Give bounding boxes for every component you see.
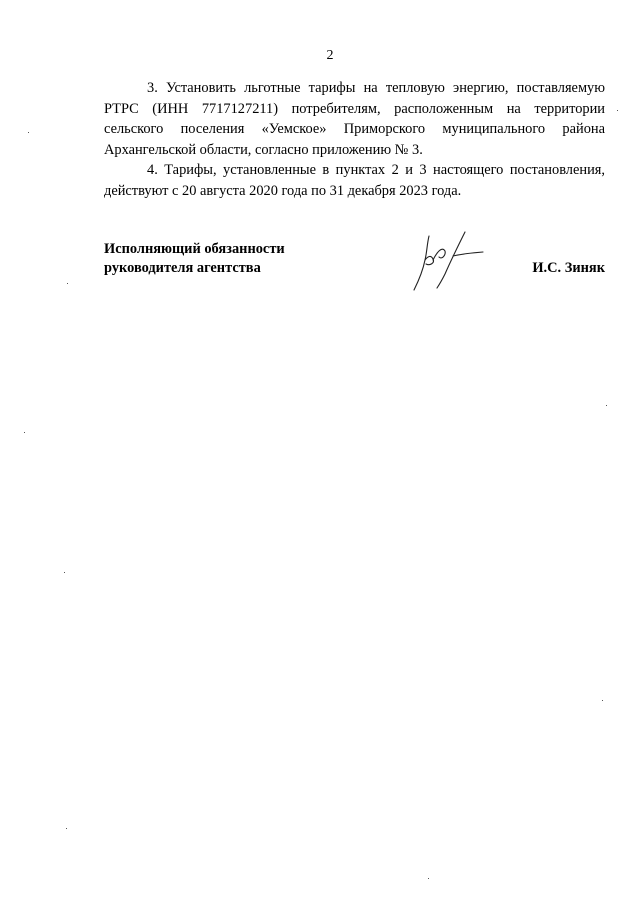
paragraph-4: 4. Тарифы, установленные в пунктах 2 и 3 настоящего постановления, действуют с 20 августа 2020 года по 31 декабря 2023 года. [104, 162, 605, 199]
scan-speck [602, 700, 603, 701]
signer-name: И.С. Зиняк [532, 260, 605, 276]
scan-speck [24, 432, 25, 433]
signature-block [104, 240, 605, 300]
signer-position-line-2: руководителя агентства [104, 260, 261, 276]
handwritten-signature [409, 230, 489, 296]
scan-speck [67, 283, 68, 284]
page-number: 2 [326, 48, 334, 63]
scan-speck [28, 132, 29, 133]
scan-speck [64, 572, 65, 573]
scan-speck [606, 405, 607, 406]
signer-position-line-1: Исполняющий обязанности [104, 241, 285, 257]
scan-speck [428, 878, 429, 879]
document-body [104, 78, 605, 201]
signer-position [104, 240, 285, 278]
scan-speck [66, 828, 67, 829]
scan-speck [617, 110, 618, 111]
paragraph-3: 3. Установить льготные тарифы на тепловую энергию, поставляемую РТРС (ИНН 7717127211) потребителям, расположенным на территории сельского поселения «Уемское» Приморского муниципального района Архангельской области, согласно приложению № 3. [104, 80, 605, 158]
